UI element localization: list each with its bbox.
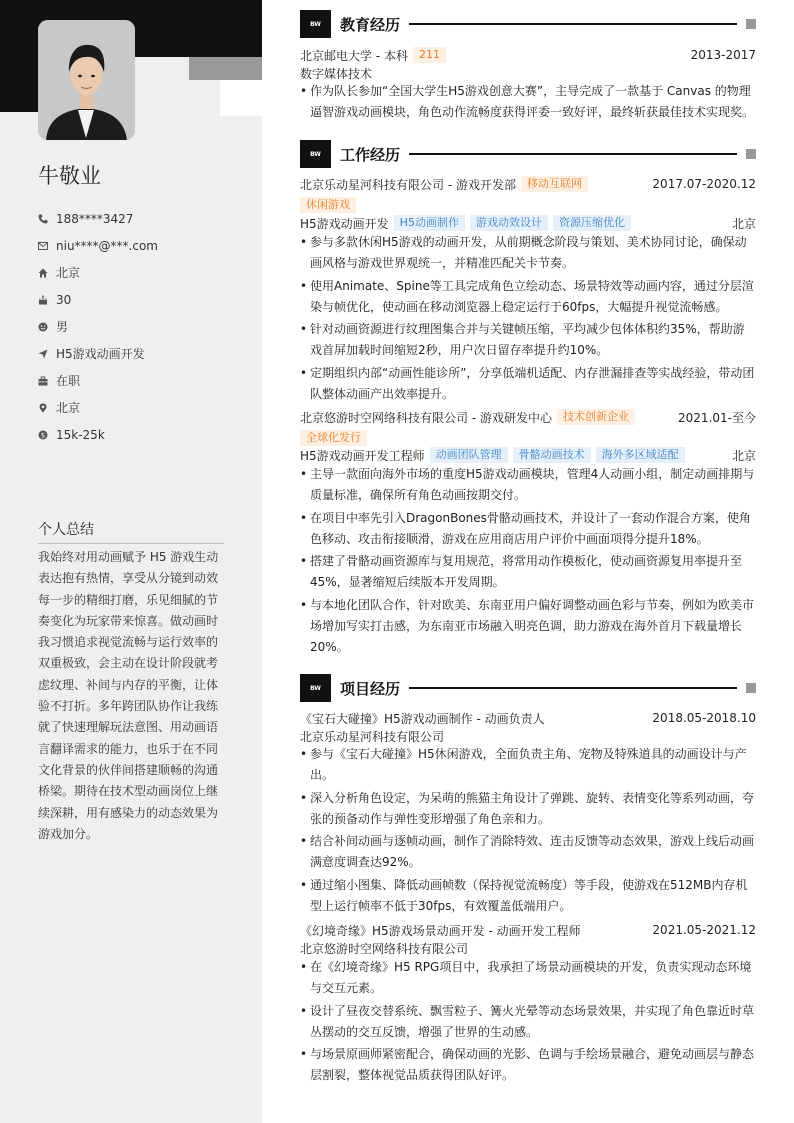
- list-item: • 在《幻境奇缘》H5 RPG项目中，我承担了场景动画模块的开发，负责实现动态环境与交互元素。: [300, 957, 756, 999]
- job1-tag-1: 移动互联网: [521, 176, 588, 192]
- send-icon: [38, 349, 56, 359]
- info-email: [38, 232, 158, 259]
- info-position: [38, 340, 158, 367]
- section-divider: [409, 23, 737, 25]
- list-item: • 与本地化团队合作，针对欧美、东南亚用户偏好调整动画色彩与节奏，例如为欧美市场增加写实打击感，为东南亚市场融入明亮色调，助力游戏在海外首月下载量增长20%。: [300, 595, 756, 658]
- education-school-row: [300, 45, 756, 65]
- project2-period: 2021.05-2021.12: [652, 923, 756, 937]
- project1-name: 《宝石大碰撞》H5游戏动画制作 - 动画负责人: [300, 711, 545, 726]
- job1-company: 北京乐动星河科技有限公司 - 游戏开发部: [300, 177, 516, 192]
- job2-bullets: [300, 464, 756, 659]
- candidate-name: 牛敬业: [38, 164, 101, 188]
- project1-company: 北京乐动星河科技有限公司: [300, 729, 445, 744]
- education-bullets: [300, 81, 756, 125]
- svg-text:$: $: [40, 431, 46, 440]
- job2-company-row: [300, 407, 756, 427]
- info-phone: [38, 205, 158, 232]
- education-period: 2013-2017: [690, 48, 756, 62]
- section-badge-icon: BW: [300, 674, 331, 702]
- projects-title: 项目经历: [340, 679, 401, 698]
- job2-skill-1: 动画团队管理: [430, 447, 508, 463]
- section-badge-icon: BW: [300, 10, 331, 38]
- project2-bullets: [300, 957, 756, 1088]
- info-age-text: 30: [56, 292, 72, 307]
- job1-skill-2: 游戏动效设计: [470, 215, 548, 231]
- section-divider: [409, 687, 737, 689]
- contact-info-list: [38, 205, 158, 448]
- summary-title: 个人总结: [38, 519, 224, 544]
- info-status: [38, 367, 158, 394]
- project1-company-row: [300, 726, 756, 746]
- section-square: [746, 19, 756, 29]
- job2-period: 2021.01-至今: [678, 410, 756, 425]
- info-age: [38, 286, 158, 313]
- job1-city: 北京: [731, 216, 756, 231]
- list-item: • 与场景原画师紧密配合，确保动画的光影、色调与手绘场景融合，避免动画层与静态层割裂，整体视觉品质获得团队好评。: [300, 1044, 756, 1086]
- list-item: • 深入分析角色设定，为呆萌的熊猫主角设计了弹跳、旋转、表情变化等系列动画，夸张的预备动作与弹性变形增强了角色亲和力。: [300, 788, 756, 830]
- job2-company: 北京悠游时空网络科技有限公司 - 游戏研发中心: [300, 410, 552, 425]
- job1-tag-2: 休闲游戏: [300, 197, 356, 213]
- info-location-text: 北京: [56, 401, 81, 415]
- project2-company-row: [300, 938, 756, 958]
- job2-tag-1: 技术创新企业: [557, 409, 635, 425]
- list-item: • 作为队长参加“全国大学生H5游戏创意大赛”，主导完成了一款基于 Canvas 的物理逼智游戏动画模块，角色动作流畅度获得评委一致好评，最终斩获最佳技术实现奖。: [300, 81, 756, 123]
- education-tag: 211: [413, 47, 446, 63]
- job2-tag-2: 全球化发行: [300, 430, 367, 446]
- mail-icon: [38, 241, 56, 251]
- list-item: • 参与《宝石大碰撞》H5休闲游戏，全面负责主角、宠物及特殊道具的动画设计与产出。: [300, 744, 756, 786]
- project1-name-row: [300, 708, 756, 728]
- projects-header: [300, 674, 756, 702]
- list-item: • 搭建了骨骼动画资源库与复用规范，将常用动作模板化，使动画资源复用率提升至45%，显著缩短后续版本开发周期。: [300, 551, 756, 593]
- job2-skill-2: 骨骼动画技术: [513, 447, 591, 463]
- work-header: [300, 140, 756, 168]
- list-item: • 使用Animate、Spine等工具完成角色立绘动态、场景特效等动画内容，通过分层渲染与帧优化，使动画在移动浏览器上稳定运行于60fps，大幅提升视觉流畅感。: [300, 276, 756, 318]
- section-divider: [409, 153, 737, 155]
- decor-dark-block: [0, 57, 38, 112]
- decor-gray-bar: [189, 57, 262, 80]
- info-salary-text: 15k-25k: [56, 427, 105, 442]
- list-item: • 在项目中率先引入DragonBones骨骼动画技术，并设计了一套动作混合方案，使角色移动、攻击衔接顺滑，游戏在应用商店用户评价中画面项得分提升18%。: [300, 508, 756, 550]
- location-icon: [38, 403, 56, 413]
- phone-icon: [38, 214, 56, 224]
- job2-skill-3: 海外多区域适配: [596, 447, 685, 463]
- info-email-text: niu****@***.com: [56, 238, 158, 253]
- work-title: 工作经历: [340, 145, 401, 164]
- info-status-text: 在职: [56, 374, 81, 388]
- job1-role-row: [300, 213, 756, 233]
- job1-tag-row: [300, 195, 756, 215]
- cake-icon: [38, 295, 56, 305]
- gender-icon: [38, 322, 56, 332]
- job1-company-row: [300, 174, 756, 194]
- list-item: • 通过缩小图集、降低动画帧数（保持视觉流畅度）等手段，使游戏在512MB内存机型上运行帧率不低于30fps，有效覆盖低端用户。: [300, 875, 756, 917]
- education-major: 数字媒体技术: [300, 66, 373, 81]
- home-icon: [38, 268, 56, 278]
- info-location: [38, 394, 158, 421]
- job1-period: 2017.07-2020.12: [652, 177, 756, 191]
- info-salary: [38, 421, 158, 448]
- list-item: • 参与多款休闲H5游戏的动画开发，从前期概念阶段与策划、美术协同讨论，确保动画风格与游戏世界观统一，并精准匹配关卡节奏。: [300, 232, 756, 274]
- info-home-text: 北京: [56, 266, 81, 280]
- salary-icon: [38, 430, 56, 440]
- job2-role-row: [300, 445, 756, 465]
- education-title: 教育经历: [340, 15, 401, 34]
- section-badge-icon: BW: [300, 140, 331, 168]
- info-gender-text: 男: [56, 320, 69, 334]
- job2-role: H5游戏动画开发工程师: [300, 448, 425, 463]
- info-phone-text: 188****3427: [56, 211, 134, 226]
- project2-name-row: [300, 920, 756, 940]
- section-square: [746, 149, 756, 159]
- project2-name: 《幻境奇缘》H5游戏场景动画开发 - 动画开发工程师: [300, 923, 581, 938]
- job2-city: 北京: [731, 448, 756, 463]
- briefcase-icon: [38, 376, 56, 386]
- summary-text: 我始终对用动画赋予 H5 游戏生动表达抱有热情，享受从分镜到动效每一步的精细打磨，乐见细腻的节奏变化为玩家带来惊喜。做动画时我习惯追求视觉流畅与运行效率的双重极致，会主动在设计阶段就考虑纹理、补间与内存的平衡，让体验不打折。多年跨团队协作让我练就了快速理解玩法意图、用动画语言翻译需求的能力，也乐于在不同文化背景的伙伴间搭建顺畅的沟通桥梁。期待在技术型动画岗位上继续深耕，用有感染力的动态效果为游戏加分。: [38, 550, 219, 841]
- list-item: • 主导一款面向海外市场的重度H5游戏动画模块，管理4人动画小组，制定动画排期与质量标准，确保所有角色动画按期交付。: [300, 464, 756, 506]
- info-gender: [38, 313, 158, 340]
- project2-company: 北京悠游时空网络科技有限公司: [300, 941, 469, 956]
- job1-bullets: [300, 232, 756, 406]
- project1-period: 2018.05-2018.10: [652, 711, 756, 725]
- sidebar: [0, 0, 262, 1123]
- decor-white-block: [220, 80, 262, 116]
- section-square: [746, 683, 756, 693]
- education-school: 北京邮电大学 - 本科: [300, 48, 408, 63]
- job1-role: H5游戏动画开发: [300, 216, 389, 231]
- list-item: • 设计了昼夜交替系统、飘雪粒子、篝火光晕等动态场景效果，并实现了角色靠近时草丛摆动的交互反馈，增强了世界的生动感。: [300, 1001, 756, 1043]
- list-item: • 结合补间动画与逐帧动画，制作了消除特效、连击反馈等动态效果，游戏上线后动画满意度调查达92%。: [300, 831, 756, 873]
- education-major-row: [300, 63, 756, 83]
- job1-skill-3: 资源压缩优化: [553, 215, 631, 231]
- info-position-text: H5游戏动画开发: [56, 347, 145, 361]
- info-home: [38, 259, 158, 286]
- project1-bullets: [300, 744, 756, 918]
- job1-skill-1: H5动画制作: [394, 215, 465, 231]
- list-item: • 定期组织内部“动画性能诊所”，分享低端机适配、内存泄漏排查等实战经验，带动团队整体动画产出效率提升。: [300, 363, 756, 405]
- education-header: [300, 10, 756, 38]
- profile-photo: [38, 20, 135, 140]
- list-item: • 针对动画资源进行纹理图集合并与关键帧压缩，平均减少包体体积约35%，帮助游戏首屏加载时间缩短2秒，用户次日留存率提升约10%。: [300, 319, 756, 361]
